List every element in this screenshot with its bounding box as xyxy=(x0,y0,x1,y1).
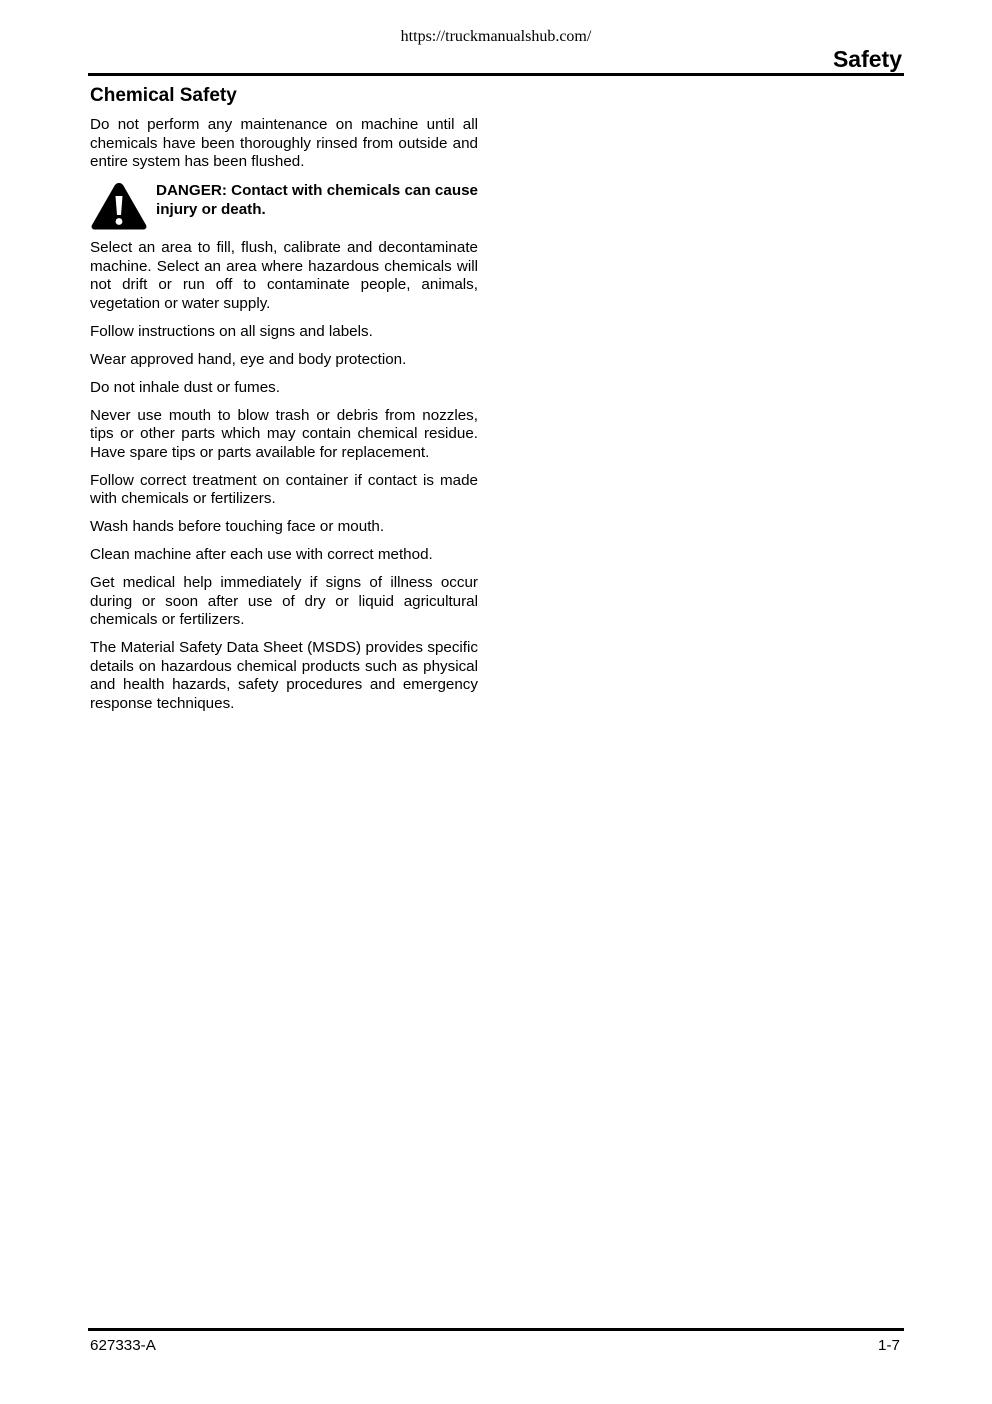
warning-triangle-icon xyxy=(90,181,148,231)
source-url: https://truckmanualshub.com/ xyxy=(400,28,592,45)
paragraph-treatment: Follow correct treatment on container if contact is made with chemicals or fertilizers. xyxy=(90,471,478,507)
paragraph-wash-hands: Wash hands before touching face or mouth. xyxy=(90,518,385,535)
danger-text: DANGER: Contact with chemicals can cause injury or death. xyxy=(156,182,478,218)
paragraph-dust-fumes: Do not inhale dust or fumes. xyxy=(90,378,280,396)
main-content xyxy=(90,84,478,723)
footer-rule xyxy=(88,1328,904,1331)
page-heading: Chemical Safety xyxy=(90,85,237,106)
intro-paragraph: Do not perform any maintenance on machine until all chemicals have been thoroughly rinsed from outside and entire system has been flushed. xyxy=(90,116,478,170)
danger-notice xyxy=(90,181,478,231)
paragraph-area-selection: Select an area to fill, flush, calibrate and decontaminate machine. Select an area where hazardous chemicals will not drift or run off to contaminate people, animals, vegetation or water supply. xyxy=(90,239,478,312)
paragraph-signs-labels: Follow instructions on all signs and labels. xyxy=(90,322,373,340)
section-title: Safety xyxy=(832,46,902,72)
page-number: 1-7 xyxy=(878,1337,900,1354)
header-rule xyxy=(88,73,904,76)
paragraph-msds: The Material Safety Data Sheet (MSDS) provides specific details on hazardous chemical products such as physical and health hazards, safety procedures and emergency response techniques. xyxy=(90,639,478,712)
paragraph-clean-machine: Clean machine after each use with correct method. xyxy=(90,546,433,563)
paragraph-nozzles: Never use mouth to blow trash or debris from nozzles, tips or other parts which may contain chemical residue. Have spare tips or parts available for replacement. xyxy=(90,406,478,461)
paragraph-protection: Wear approved hand, eye and body protection. xyxy=(90,350,407,368)
document-number: 627333-A xyxy=(90,1337,156,1354)
paragraph-medical-help: Get medical help immediately if signs of illness occur during or soon after use of dry or liquid agricultural chemicals or fertilizers. xyxy=(90,574,478,628)
